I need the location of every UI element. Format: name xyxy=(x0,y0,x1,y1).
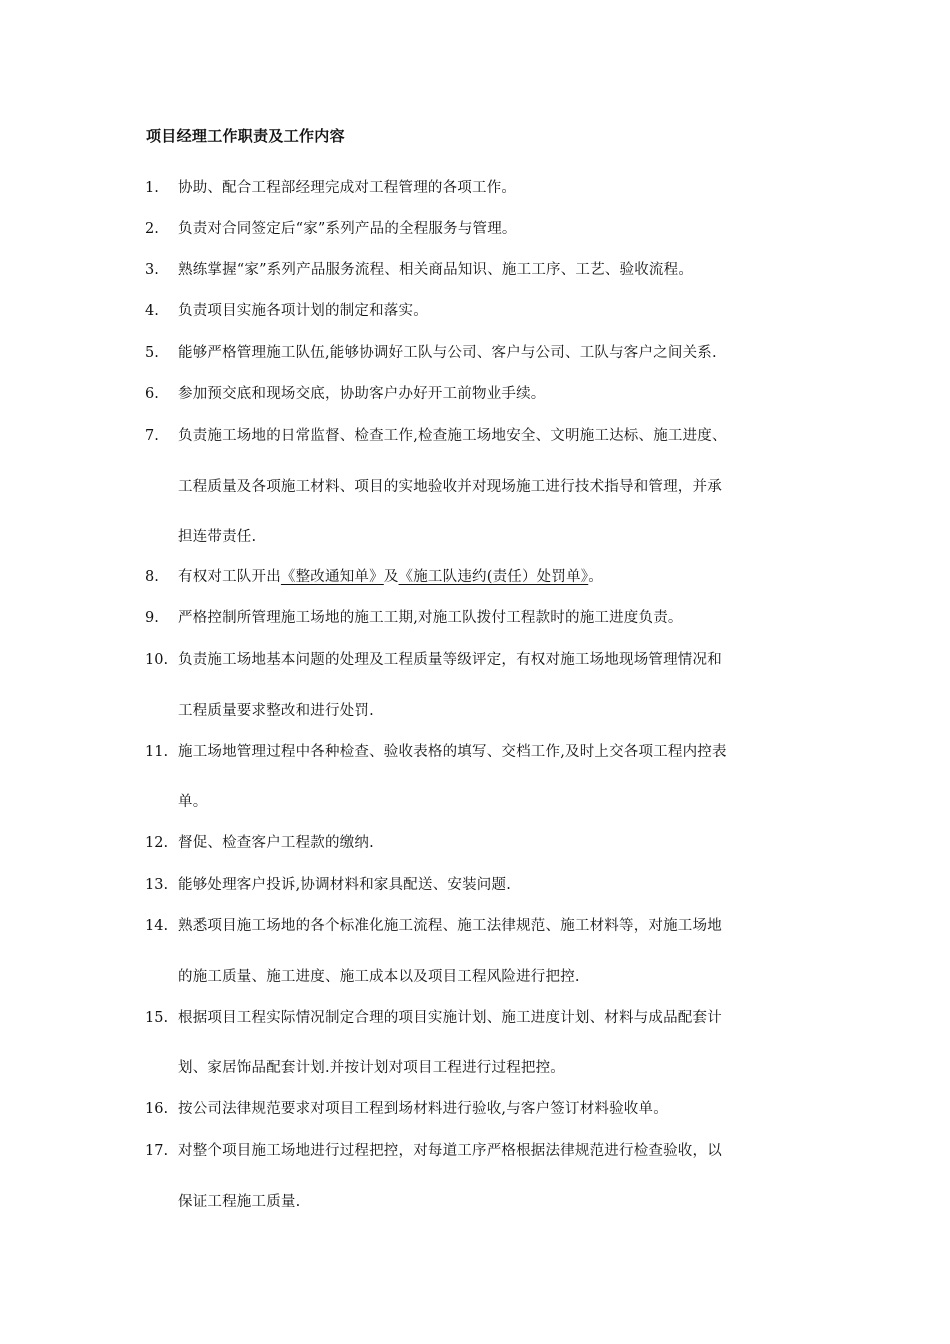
item-text: 对整个项目施工场地进行过程把控，对每道工序严格根据法律规范进行检查验收，以 xyxy=(178,1143,722,1159)
item-text: 施工场地管理过程中各种检查、验收表格的填写、交档工作,及时上交各项工程内控表 xyxy=(178,744,727,760)
item-text: 的施工质量、施工进度、施工成本以及项目工程风险进行把控. xyxy=(178,969,580,985)
item-text: 负责对合同签定后“家”系列产品的全程服务与管理。 xyxy=(178,221,517,237)
item-text-part: 。 xyxy=(588,569,603,585)
item-number: 12. xyxy=(145,835,169,851)
item-number: 10. xyxy=(145,652,169,668)
item-number: 5. xyxy=(145,345,159,361)
item-text: 能够处理客户投诉,协调材料和家具配送、安装问题. xyxy=(178,877,512,893)
item-number: 1. xyxy=(145,180,159,196)
item-text: 划、家居饰品配套计划.并按计划对项目工程进行过程把控。 xyxy=(178,1060,566,1076)
item-number: 14. xyxy=(145,918,169,934)
item-number: 13. xyxy=(145,877,169,893)
item-number: 6. xyxy=(145,386,159,402)
item-text-part: 及 xyxy=(383,569,399,585)
item-text xyxy=(178,565,603,589)
item-text: 担连带责任. xyxy=(178,529,257,545)
item-text: 工程质量及各项施工材料、项目的实地验收并对现场施工进行技术指导和管理，并承 xyxy=(178,479,722,495)
item-text: 负责项目实施各项计划的制定和落实。 xyxy=(178,303,428,319)
item-number: 8. xyxy=(145,569,159,585)
item-number: 9. xyxy=(145,610,159,626)
item-text: 工程质量要求整改和进行处罚. xyxy=(178,703,374,719)
item-text: 严格控制所管理施工场地的施工工期,对施工队拨付工程款时的施工进度负责。 xyxy=(178,610,683,626)
item-number: 4. xyxy=(145,303,159,319)
item-text: 按公司法律规范要求对项目工程到场材料进行验收,与客户签订材料验收单。 xyxy=(178,1101,668,1117)
item-number: 15. xyxy=(145,1010,169,1026)
item-number: 3. xyxy=(145,262,159,278)
item-text: 负责施工场地基本问题的处理及工程质量等级评定，有权对施工场地现场管理情况和 xyxy=(178,652,722,668)
item-text: 单。 xyxy=(178,794,208,810)
item-number: 7. xyxy=(145,428,159,444)
item-text: 熟悉项目施工场地的各个标准化施工流程、施工法律规范、施工材料等，对施工场地 xyxy=(178,918,722,934)
item-number: 11. xyxy=(145,744,169,760)
item-text: 督促、检查客户工程款的缴纳. xyxy=(178,835,374,851)
item-text: 能够严格管理施工队伍,能够协调好工队与公司、客户与公司、工队与客户之间关系. xyxy=(178,345,717,361)
item-number: 17. xyxy=(145,1143,169,1159)
item-text: 参加预交底和现场交底，协助客户办好开工前物业手续。 xyxy=(178,386,546,402)
item-text: 保证工程施工质量. xyxy=(178,1194,301,1210)
item-number: 16. xyxy=(145,1101,169,1117)
form-link-rectification-notice: 《整改通知单》 xyxy=(280,569,384,585)
item-text: 熟练掌握“家”系列产品服务流程、相关商品知识、施工工序、工艺、验收流程。 xyxy=(178,262,694,278)
form-link-penalty-notice: 《施工队违约(责任）处罚单》 xyxy=(398,569,589,585)
item-text: 负责施工场地的日常监督、检查工作,检查施工场地安全、文明施工达标、施工进度、 xyxy=(178,428,727,444)
item-number: 2. xyxy=(145,221,159,237)
page-title: 项目经理工作职责及工作内容 xyxy=(146,127,345,145)
item-text: 协助、配合工程部经理完成对工程管理的各项工作。 xyxy=(178,180,517,196)
item-text: 根据项目工程实际情况制定合理的项目实施计划、施工进度计划、材料与成品配套计 xyxy=(178,1010,722,1026)
item-text-part: 有权对工队开出 xyxy=(178,569,281,585)
